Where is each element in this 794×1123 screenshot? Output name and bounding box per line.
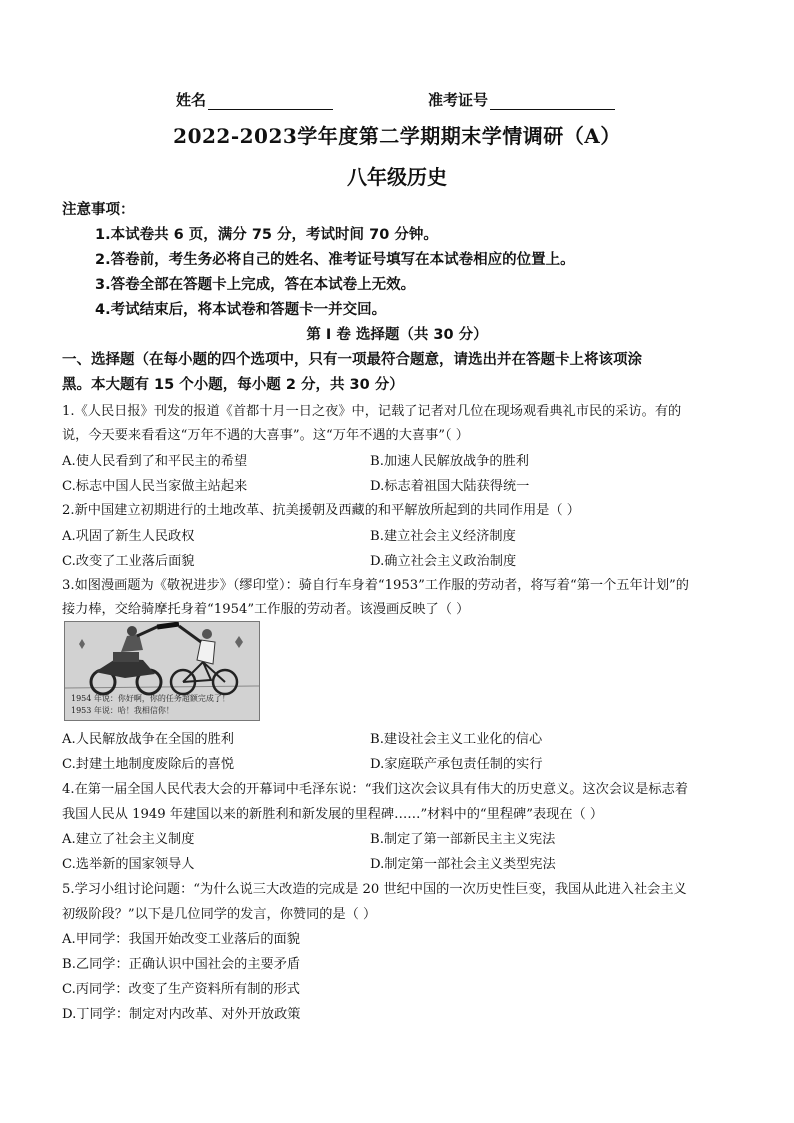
question-3-text: 3.如图漫画题为《敬祝进步》（缪印堂）：骑自行车身着“1953”工作服的劳动者，将写着“第一个五年计划”的 bbox=[62, 578, 689, 593]
name-underline bbox=[208, 93, 333, 110]
exam-id-label: 准考证号 bbox=[428, 91, 489, 109]
q4-option-a[interactable]: A.建立了社会主义制度 bbox=[62, 832, 195, 847]
q4-option-d[interactable]: D.制定第一部社会主义类型宪法 bbox=[370, 857, 556, 872]
question-4-text: 4.在第一届全国人民代表大会的开幕词中毛泽东说：“我们这次会议具有伟大的历史意义。这次会议是标志着 bbox=[62, 782, 688, 797]
exam-subtitle: 八年级历史 bbox=[347, 165, 447, 189]
question-5-text: 初级阶段？”以下是几位同学的发言，你赞同的是（ ） bbox=[62, 907, 377, 922]
q1-option-c[interactable]: C.标志中国人民当家做主站起来 bbox=[62, 479, 248, 494]
q3-option-b[interactable]: B.建设社会主义工业化的信心 bbox=[370, 732, 543, 747]
name-field[interactable] bbox=[176, 89, 333, 110]
question-3-text: 接力棒，交给骑摩托身着“1954”工作服的劳动者。该漫画反映了（ ） bbox=[62, 602, 470, 617]
q2-option-a[interactable]: A.巩固了新生人民政权 bbox=[62, 529, 195, 544]
q1-option-b[interactable]: B.加速人民解放战争的胜利 bbox=[370, 454, 529, 469]
candidate-fields bbox=[176, 89, 636, 111]
note-item: 2.答卷前，考生务必将自己的姓名、准考证号填写在本试卷相应的位置上。 bbox=[95, 252, 575, 268]
q1-option-a[interactable]: A.使人民看到了和平民主的希望 bbox=[62, 454, 248, 469]
question-2-text: 2.新中国建立初期进行的土地改革、抗美援朝及西藏的和平解放所起到的共同作用是（ ） bbox=[62, 503, 580, 518]
question-4-text: 我国人民从 1949 年建国以来的新胜利和新发展的里程碑……”材料中的“里程碑”表现在（ ） bbox=[62, 807, 604, 822]
q4-option-b[interactable]: B.制定了第一部新民主主义宪法 bbox=[370, 832, 556, 847]
q4-option-c[interactable]: C.选举新的国家领导人 bbox=[62, 857, 195, 872]
note-item: 4.考试结束后，将本试卷和答题卡一并交回。 bbox=[95, 302, 387, 318]
cartoon-image bbox=[64, 621, 260, 721]
q2-option-c[interactable]: C.改变了工业落后面貌 bbox=[62, 554, 195, 569]
q2-option-b[interactable]: B.建立社会主义经济制度 bbox=[370, 529, 516, 544]
section-instruction: 一、选择题（在每小题的四个选项中，只有一项最符合题意，请选出并在答题卡上将该项涂 bbox=[62, 352, 642, 368]
part1-heading: 第 I 卷 选择题（共 30 分） bbox=[306, 327, 488, 343]
q3-option-c[interactable]: C.封建土地制度废除后的喜悦 bbox=[62, 757, 235, 772]
q5-option-b[interactable]: B.乙同学：正确认识中国社会的主要矛盾 bbox=[62, 957, 301, 972]
exam-title: 2022-2023学年度第二学期期末学情调研（A） bbox=[173, 124, 621, 148]
cartoon-caption-1953: 1953 年说：哈！我相信你！ bbox=[71, 706, 174, 715]
q1-option-d[interactable]: D.标志着祖国大陆获得统一 bbox=[370, 479, 530, 494]
name-label: 姓名 bbox=[176, 91, 207, 109]
cartoon-caption-1954: 1954 年说：你好啊，你的任务超额完成了！ bbox=[71, 694, 230, 703]
question-5-text: 5.学习小组讨论问题：“为什么说三大改造的完成是 20 世纪中国的一次历史性巨变，我国从此进入社会主义 bbox=[62, 882, 687, 897]
note-item: 1.本试卷共 6 页，满分 75 分，考试时间 70 分钟。 bbox=[95, 227, 438, 243]
question-1-text: 说，今天要来看看这“万年不遇的大喜事”。这“万年不遇的大喜事”（ ） bbox=[62, 428, 469, 443]
q5-option-a[interactable]: A.甲同学：我国开始改变工业落后的面貌 bbox=[62, 932, 300, 947]
q2-option-d[interactable]: D.确立社会主义政治制度 bbox=[370, 554, 517, 569]
section-instruction: 黑。本大题有 15 个小题，每小题 2 分，共 30 分） bbox=[62, 377, 404, 393]
q3-option-a[interactable]: A.人民解放战争在全国的胜利 bbox=[62, 732, 234, 747]
notes-heading: 注意事项： bbox=[62, 202, 135, 218]
question-1-text: 1.《人民日报》刊发的报道《首都十月一日之夜》中，记载了记者对几位在现场观看典礼市民的采访。有的 bbox=[62, 404, 682, 419]
note-item: 3.答卷全部在答题卡上完成，答在本试卷上无效。 bbox=[95, 277, 416, 293]
exam-id-underline bbox=[490, 93, 615, 110]
q3-option-d[interactable]: D.家庭联产承包责任制的实行 bbox=[370, 757, 543, 772]
q5-option-d[interactable]: D.丁同学：制定对内改革、对外开放政策 bbox=[62, 1007, 301, 1022]
q5-option-c[interactable]: C.丙同学：改变了生产资料所有制的形式 bbox=[62, 982, 300, 997]
exam-id-field[interactable] bbox=[428, 89, 615, 110]
